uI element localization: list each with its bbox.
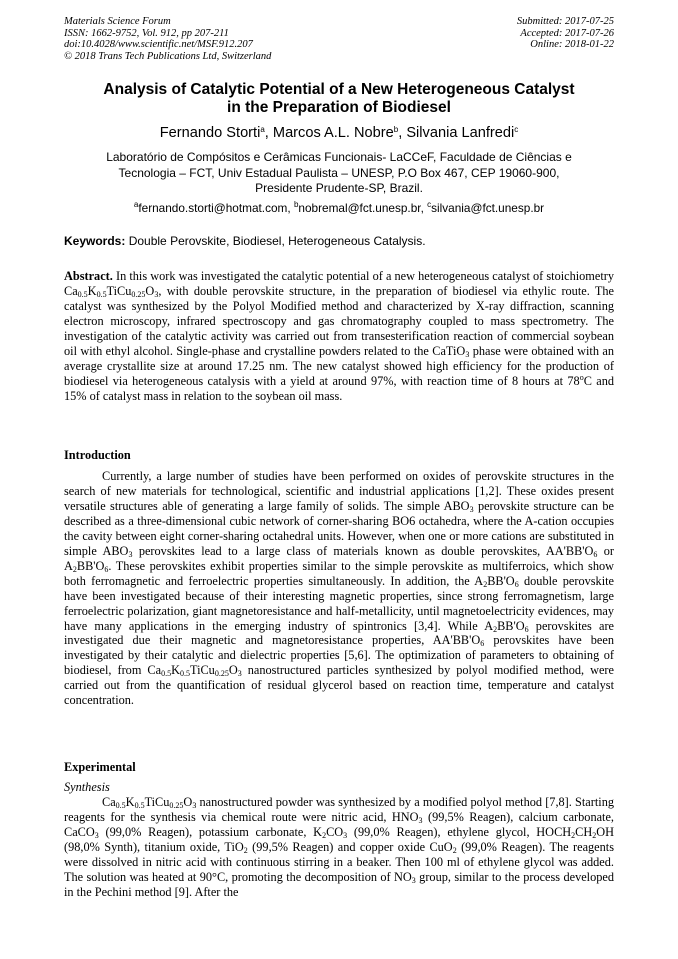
keywords-label: Keywords: (64, 234, 126, 248)
formula: $Ca_{0.5}K_{0.5}TiCu_{0.25}O_3$ (64, 283, 159, 299)
synthesis-subheading: Synthesis (64, 780, 110, 794)
author-list: Fernando Storti$^a$, Marcos A.L. Nobre$^b$, Silvania Lanfredi$^c$ (159, 125, 519, 141)
author-name: Silvania Lanfredi (406, 125, 515, 141)
paper-title (40, 81, 638, 117)
keywords (64, 234, 616, 249)
email-mark: b (293, 200, 299, 209)
synthesis-text: $Ca_{0.5}K_{0.5}TiCu_{0.25}O_3$ nanostructured powder was synthesized by a modified polyol method [7,8]. Starting reagents for the synthesis via chemical route were nitric acid, $HNO_3$ (99,5% Reagen), calcium carbonate, CaCO$_3$ (99,0% Reagen), potassium carbonate, $K_2CO_3$ (99,0% Reagen), ethylene glycol, $HOCH_2CH_2OH$ (98,0% Synth), titanium oxide, TiO$_2$ (99,5% Reagen) and copper oxide CuO$_2$ (99,0% Reagen). The reagents were dissolved in nitric acid with continuous stirring in a beaker. Then 100 ml of ethylene glycol was added. The solution was heated at 90°C, promoting the decomposition of $NO_3$ group, similar to the process developed in the Pechini method [9]. After the (64, 795, 615, 899)
journal-name: Materials Science Forum (64, 16, 171, 27)
email-mark: c (427, 200, 432, 209)
author-mark: a (260, 125, 265, 134)
affiliation (70, 150, 608, 197)
journal-copyright: © 2018 Trans Tech Publications Ltd, Switzerland (64, 50, 272, 62)
author-name: Fernando Storti (159, 125, 261, 141)
journal-doi: doi:10.4028/www.scientific.net/MSF.912.207 (64, 39, 253, 51)
email-address[interactable]: silvania@fct.unesp.br (431, 201, 545, 215)
formula: $Ca_{0.5}K_{0.5}TiCu_{0.25}O_3$ (102, 795, 197, 810)
author-mark: c (514, 125, 519, 134)
author-mark: b (393, 125, 399, 134)
submitted-date: Submitted: 2017-07-25 (516, 16, 614, 27)
email-mark: a (133, 200, 139, 209)
email-list: $^a$fernando.storti@hotmat.com, $^b$nobremal@fct.unesp.br, $^c$silvania@fct.unesp.br (133, 200, 545, 215)
author-name: Marcos A.L. Nobre (272, 125, 394, 141)
title-line-2: in the Preparation of Biodiesel (227, 99, 451, 116)
affiliation-line: Presidente Prudente-SP, Brazil. (255, 181, 423, 196)
keywords-text: Double Perovskite, Biodiesel, Heterogeneous Catalysis. (128, 234, 426, 248)
submission-dates (517, 16, 614, 51)
accepted-date: Accepted: 2017-07-26 (520, 27, 614, 39)
introduction-text: Currently, a large number of studies have been performed on oxides of perovskite structures in the search of new materials for technological, scientific and industrial applications [1,2]. These oxides present versatile structures able of generating a large family of solids. The simple $ABO_3$ perovskite structure can be described as a three-dimensional cubic network of corner-sharing BO6 octahedra, where the A-cation occupies the cavity between eight corner-sharing octahedral units. However, when one or more cations are substituted in simple $ABO_3$ perovskites lead to a large class of materials known as double perovskites, $AA'BB'O_6$ or $A_2BB'O_6$. These perovskites exhibit properties similar to the simple perovskite as multiferroics, which show both ferromagnetic and ferroelectric properties simultaneously. In addition, the $A_2BB'O_6$ double perovskite have been investigated because of their interesting magnetic properties, since strong ferromagnetism, large ferroelectric polarization, giant magnetoresistance and half-metallicity, until magnetoelectricity evidences, may have many applications in the emerging industry of spintronics [3,4]. While $A_2BB'O_6$ perovskites are investigated due their magnetic and magnetoresistance properties, $AA'BB'O_6$ perovskites have been investigated by their catalytic and dielectric properties [5,6]. The optimization of parameters to obtaining of biodiesel, from $Ca_{0.5}K_{0.5}TiCu_{0.25}O_3$ nanostructured particles synthesized by polyol modified method, were carried out from the quantification of residual glycerol based on reaction time, temperature and catalyst concentration. (64, 469, 615, 708)
abstract-label: Abstract. (64, 269, 113, 283)
formula: $Ca_{0.5}K_{0.5}TiCu_{0.25}O_3$ (147, 663, 242, 679)
affiliation-line: Tecnologia – FCT, Univ Estadual Paulista – UNESP, P.O Box 467, CEP 19060-900, (118, 165, 560, 180)
journal-issn: ISSN: 1662-9752, Vol. 912, pp 207-211 (64, 27, 229, 39)
title-line-1: Analysis of Catalytic Potential of a New Heterogeneous Catalyst (103, 81, 575, 98)
experimental-heading: Experimental (64, 760, 136, 774)
affiliation-line: Laboratório de Compósitos e Cerâmicas Funcionais- LaCCeF, Faculdade de Ciências e (106, 150, 572, 164)
introduction-heading: Introduction (64, 448, 131, 462)
abstract: Abstract. In this work was investigated the catalytic potential of a new heterogeneous catalyst of stoichiometry $Ca_{0.5}K_{0.5}TiCu_{0.25}O_3$, with double perovskite structure, in the preparation of biodiesel via ethylic route. The catalyst was synthesized by the Polyol Modified method and characterized by X-ray diffraction, scanning electron microscopy, infrared spectroscopy and gas chromatography coupled to mass spectrometry. The investigation of the catalytic activity was carried out from transesterification reaction of commercial soybean oil with ethyl alcohol. Single-phase and crystalline powders related to the CaTiO$_3$ phase were obtained with an average crystallite size at around 17.25 nm. The new catalyst showed high efficiency for the production of biodiesel via heterogeneous catalysis with a yield at around 97%, with reaction time of 8 hours at 78$^o$C and 15% of catalyst mass in relation to the soybean oil mass. (64, 269, 615, 403)
journal-info (64, 16, 271, 62)
email-address[interactable]: fernando.storti@hotmat.com (138, 201, 288, 215)
online-date: Online: 2018-01-22 (530, 39, 614, 51)
email-address[interactable]: nobremal@fct.unesp.br (298, 201, 421, 215)
